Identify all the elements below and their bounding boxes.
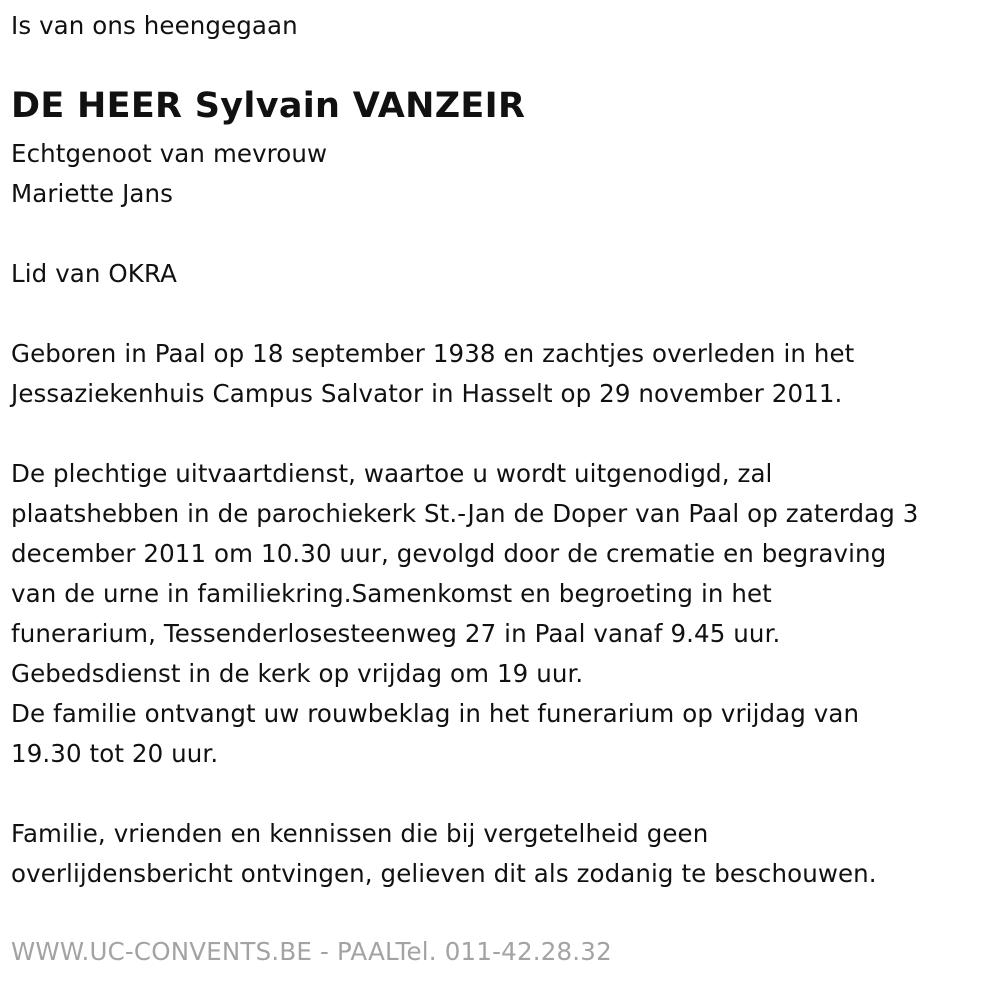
spouse-line: Mariette Jans (11, 179, 174, 208)
closing-line: Familie, vrienden en kennissen die bij vergetelheid geen (11, 819, 709, 848)
service-line: van de urne in familiekring.Samenkomst en begroeting in het (11, 579, 772, 608)
membership-line: Lid van OKRA (11, 259, 177, 288)
funeral-service-section (11, 454, 919, 774)
service-line: plaatshebben in de parochiekerk St.-Jan de Doper van Paal op zaterdag 3 (11, 499, 919, 528)
birth-death-line: Geboren in Paal op 18 september 1938 en zachtjes overleden in het (11, 339, 855, 368)
intro-text: Is van ons heengegaan (11, 11, 298, 40)
deceased-name: DE HEER Sylvain VANZEIR (11, 86, 526, 126)
service-line: funerarium, Tessenderlosesteenweg 27 in Paal vanaf 9.45 uur. (11, 619, 781, 648)
service-line: 19.30 tot 20 uur. (11, 739, 219, 768)
spouse-section (11, 134, 327, 214)
service-line: Gebedsdienst in de kerk op vrijdag om 19 uur. (11, 659, 584, 688)
birth-death-line: Jessaziekenhuis Campus Salvator in Hasselt op 29 november 2011. (11, 379, 843, 408)
footer-contact: WWW.UC-CONVENTS.BE - PAALTel. 011-42.28.32 (11, 937, 612, 966)
service-line: De plechtige uitvaartdienst, waartoe u wordt uitgenodigd, zal (11, 459, 773, 488)
service-line: De familie ontvangt uw rouwbeklag in het funerarium op vrijdag van (11, 699, 860, 728)
membership-section (11, 254, 177, 294)
closing-line: overlijdensbericht ontvingen, gelieven dit als zodanig te beschouwen. (11, 859, 877, 888)
birth-death-section (11, 334, 854, 414)
service-line: december 2011 om 10.30 uur, gevolgd door de crematie en begraving (11, 539, 887, 568)
spouse-line: Echtgenoot van mevrouw (11, 139, 328, 168)
closing-section (11, 814, 877, 894)
